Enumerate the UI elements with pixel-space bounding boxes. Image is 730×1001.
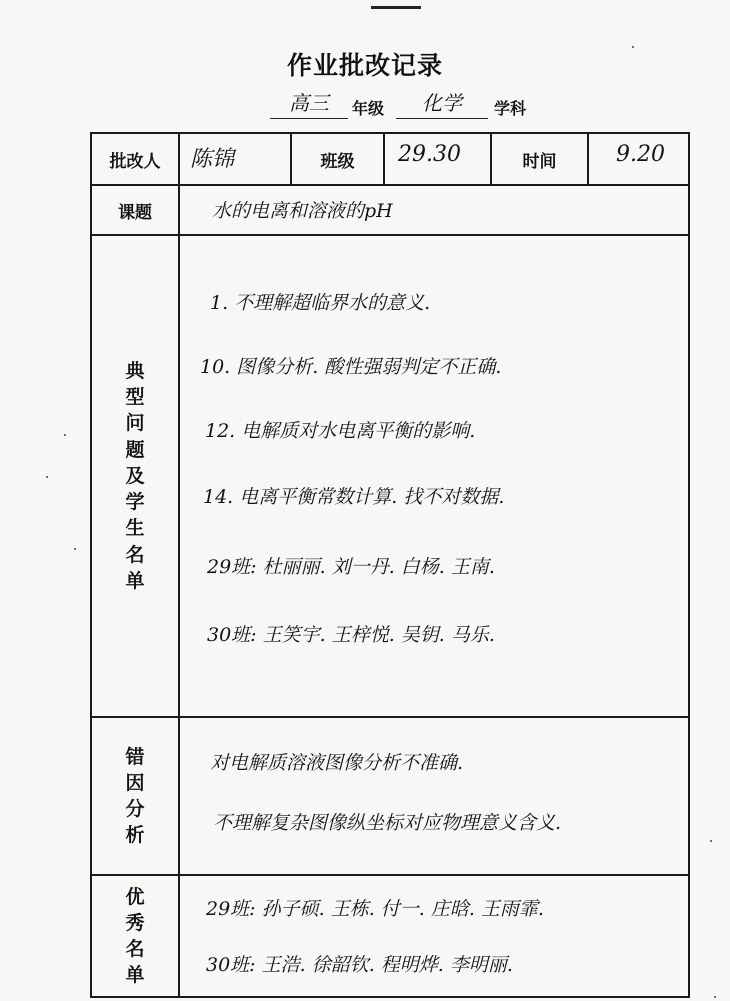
class-value: 29.30 bbox=[398, 142, 461, 167]
subject-label: 学科 bbox=[494, 99, 527, 118]
typical-problems-label: 典 型 问 题 及 学 生 名 单 bbox=[125, 360, 145, 592]
excellent-list-label: 优 秀 名 单 bbox=[125, 885, 145, 987]
scan-speck bbox=[74, 548, 76, 550]
problem-line: 10. 图像分析. 酸性强弱判定不正确. bbox=[200, 356, 502, 378]
reviewer-label: 批改人 bbox=[109, 151, 161, 172]
row-divider-2 bbox=[90, 234, 690, 236]
scan-speck bbox=[64, 434, 66, 436]
student-list-line: 29班: 杜丽丽. 刘一丹. 白杨. 王南. bbox=[207, 556, 495, 578]
problem-line: 1. 不理解超临界水的意义. bbox=[210, 292, 431, 314]
scan-speck bbox=[714, 996, 716, 998]
top-edge-mark bbox=[371, 6, 421, 9]
class-label: 班级 bbox=[320, 151, 355, 172]
excellent-list-line: 30班: 王浩. 徐韶钦. 程明烨. 李明丽. bbox=[206, 954, 513, 976]
label-column-divider bbox=[178, 132, 180, 998]
table-border-bottom bbox=[90, 996, 690, 998]
topic-label: 课题 bbox=[118, 202, 152, 223]
row-divider-1 bbox=[90, 184, 690, 186]
scan-speck bbox=[46, 476, 48, 478]
excellent-list-line: 29班: 孙子硕. 王栋. 付一. 庄晗. 王雨霏. bbox=[206, 898, 544, 920]
scan-speck bbox=[710, 840, 712, 842]
row1-divider-b bbox=[383, 132, 385, 186]
row-divider-4 bbox=[90, 874, 690, 876]
grade-label: 年级 bbox=[352, 99, 385, 118]
form-title: 作业批改记录 bbox=[286, 51, 443, 80]
row1-divider-d bbox=[587, 132, 589, 186]
student-list-line: 30班: 王笑宇. 王梓悦. 吴钥. 马乐. bbox=[207, 624, 495, 646]
topic-value: 水的电离和溶液的pH bbox=[212, 200, 393, 222]
grade-subject-line bbox=[270, 88, 570, 122]
row-divider-3 bbox=[90, 716, 690, 718]
subject-handwritten: 化学 bbox=[396, 88, 488, 119]
table-border-top bbox=[90, 132, 690, 134]
grade-handwritten: 高三 bbox=[270, 88, 348, 119]
error-analysis-label: 错 因 分 析 bbox=[125, 745, 145, 847]
time-label: 时间 bbox=[522, 151, 557, 172]
error-analysis-line: 对电解质溶液图像分析不准确. bbox=[210, 752, 464, 774]
table-border-right bbox=[688, 132, 690, 998]
problem-line: 12. 电解质对水电离平衡的影响. bbox=[205, 420, 476, 442]
time-value: 9.20 bbox=[616, 142, 665, 167]
error-analysis-line: 不理解复杂图像纵坐标对应物理意义含义. bbox=[213, 812, 562, 834]
problem-line: 14. 电离平衡常数计算. 找不对数据. bbox=[203, 486, 505, 508]
scan-speck bbox=[632, 46, 634, 48]
reviewer-value: 陈锦 bbox=[190, 147, 235, 172]
